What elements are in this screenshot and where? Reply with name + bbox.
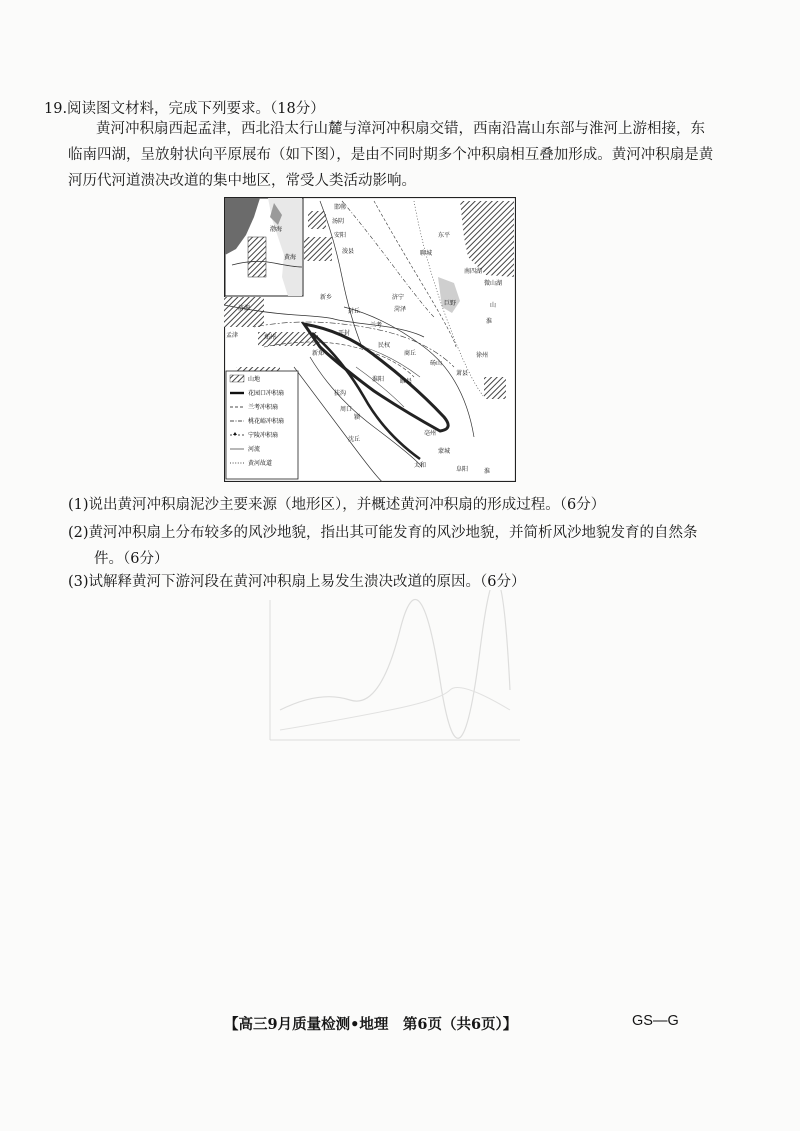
map-legend (226, 371, 298, 479)
label-xinxiang: 新乡 (320, 294, 333, 301)
inset-sea-left: 渤海 (270, 226, 283, 233)
inset-sea-right: 黄海 (284, 254, 297, 261)
label-nansi: 南四湖 (464, 268, 483, 275)
label-tangyin: 汤阴 (332, 218, 345, 225)
label-weishan-lake: 微山湖 (484, 280, 503, 287)
label-juye: 巨野 (444, 300, 457, 307)
sub-question-3: (3)试解释黄河下游河段在黄河冲积扇上易发生溃决改道的原因。（6分） (68, 574, 526, 590)
label-liaocheng: 聊城 (420, 250, 433, 257)
legend-label-3: 桃花峪冲积扇 (248, 418, 285, 425)
label-anyang: 安阳 (334, 232, 347, 239)
label-zhoukou: 周口 (340, 406, 353, 413)
label-fengqiu: 封丘 (348, 308, 361, 315)
label-fugou: 扶沟 (334, 390, 347, 397)
label-jining: 济宁 (392, 294, 405, 301)
sub-question-2 (68, 520, 718, 572)
material-line-2: 临南四湖，呈放射状向平原展布（如下图），是由不同时期多个冲积扇相互叠加形成。黄河冲积扇是黄 (68, 147, 714, 163)
legend-label-2: 兰考冲积扇 (248, 404, 279, 411)
label-shan: 山 (490, 302, 497, 309)
label-taihe: 太和 (414, 462, 427, 469)
sub-question-2-line-1: (2)黄河冲积扇上分布较多的风沙地貌，指出其可能发育的风沙地貌，并简析风沙地貌发育的自然条 (68, 525, 698, 541)
page-footer: 【高三9月质量检测•地理 第6页（共6页）】 (224, 1016, 518, 1033)
label-jinan-west: 济源 (238, 305, 251, 312)
label-handan: 邯郸 (334, 204, 347, 211)
bleed-through-chart (250, 590, 530, 770)
sub-question-1: (1)说出黄河冲积扇泥沙主要来源（地形区），并概述黄河冲积扇的形成过程。（6分） (68, 497, 606, 513)
material-line-1: 黄河冲积扇西起孟津，西北沿太行山麓与漳河冲积扇交错，西南沿嵩山东部与淮河上游相接，东 (96, 121, 705, 137)
label-dangshan: 砀山 (430, 360, 443, 367)
legend-label-4: 宁陵冲积扇 (248, 432, 279, 439)
legend-label-6: 黄河故道 (248, 460, 273, 467)
label-fuyang: 阜阳 (456, 466, 469, 473)
question-material (68, 116, 723, 194)
label-minquan: 民权 (378, 342, 391, 349)
label-shangqiu: 商丘 (404, 350, 417, 357)
label-huai: 淮 (486, 318, 493, 325)
label-suixian: 睢县 (400, 378, 413, 385)
legend-label-5: 河流 (248, 446, 261, 453)
inset-map (225, 198, 303, 296)
legend-label-1: 花园口冲积扇 (248, 390, 285, 397)
material-line-3: 河历代河道溃决改道的集中地区，常受人类活动影响。 (68, 173, 416, 189)
label-heze: 菏泽 (394, 306, 407, 313)
sub-question-2-line-2: 件。（6分） (94, 551, 169, 567)
paper-code: GS—G (632, 1013, 679, 1029)
label-huai-river: 淮 (484, 468, 491, 475)
label-mengjin: 孟津 (226, 332, 239, 339)
alluvial-fan-map (224, 197, 516, 482)
label-huaiyang: 淮阳 (372, 376, 385, 383)
label-hong: 颍 (354, 414, 361, 421)
legend-label-0: 山地 (248, 376, 261, 383)
label-lankao: 兰考 (370, 322, 383, 329)
label-xunxian: 浚县 (342, 248, 355, 255)
label-xuzhou: 徐州 (476, 352, 489, 359)
label-zhengzhou: 郑州 (264, 334, 277, 341)
label-bozhou: 亳州 (424, 430, 437, 437)
label-kaifeng: 开封 (338, 330, 351, 337)
label-xinzheng: 新郑 (312, 350, 325, 357)
label-mengcheng: 蒙城 (438, 448, 451, 455)
label-xiaoxian: 萧县 (456, 370, 469, 377)
label-dongping: 东平 (438, 232, 451, 239)
label-shenqiu: 沈丘 (348, 436, 361, 443)
question-title: 19.阅读图文材料，完成下列要求。（18分） (44, 101, 325, 117)
